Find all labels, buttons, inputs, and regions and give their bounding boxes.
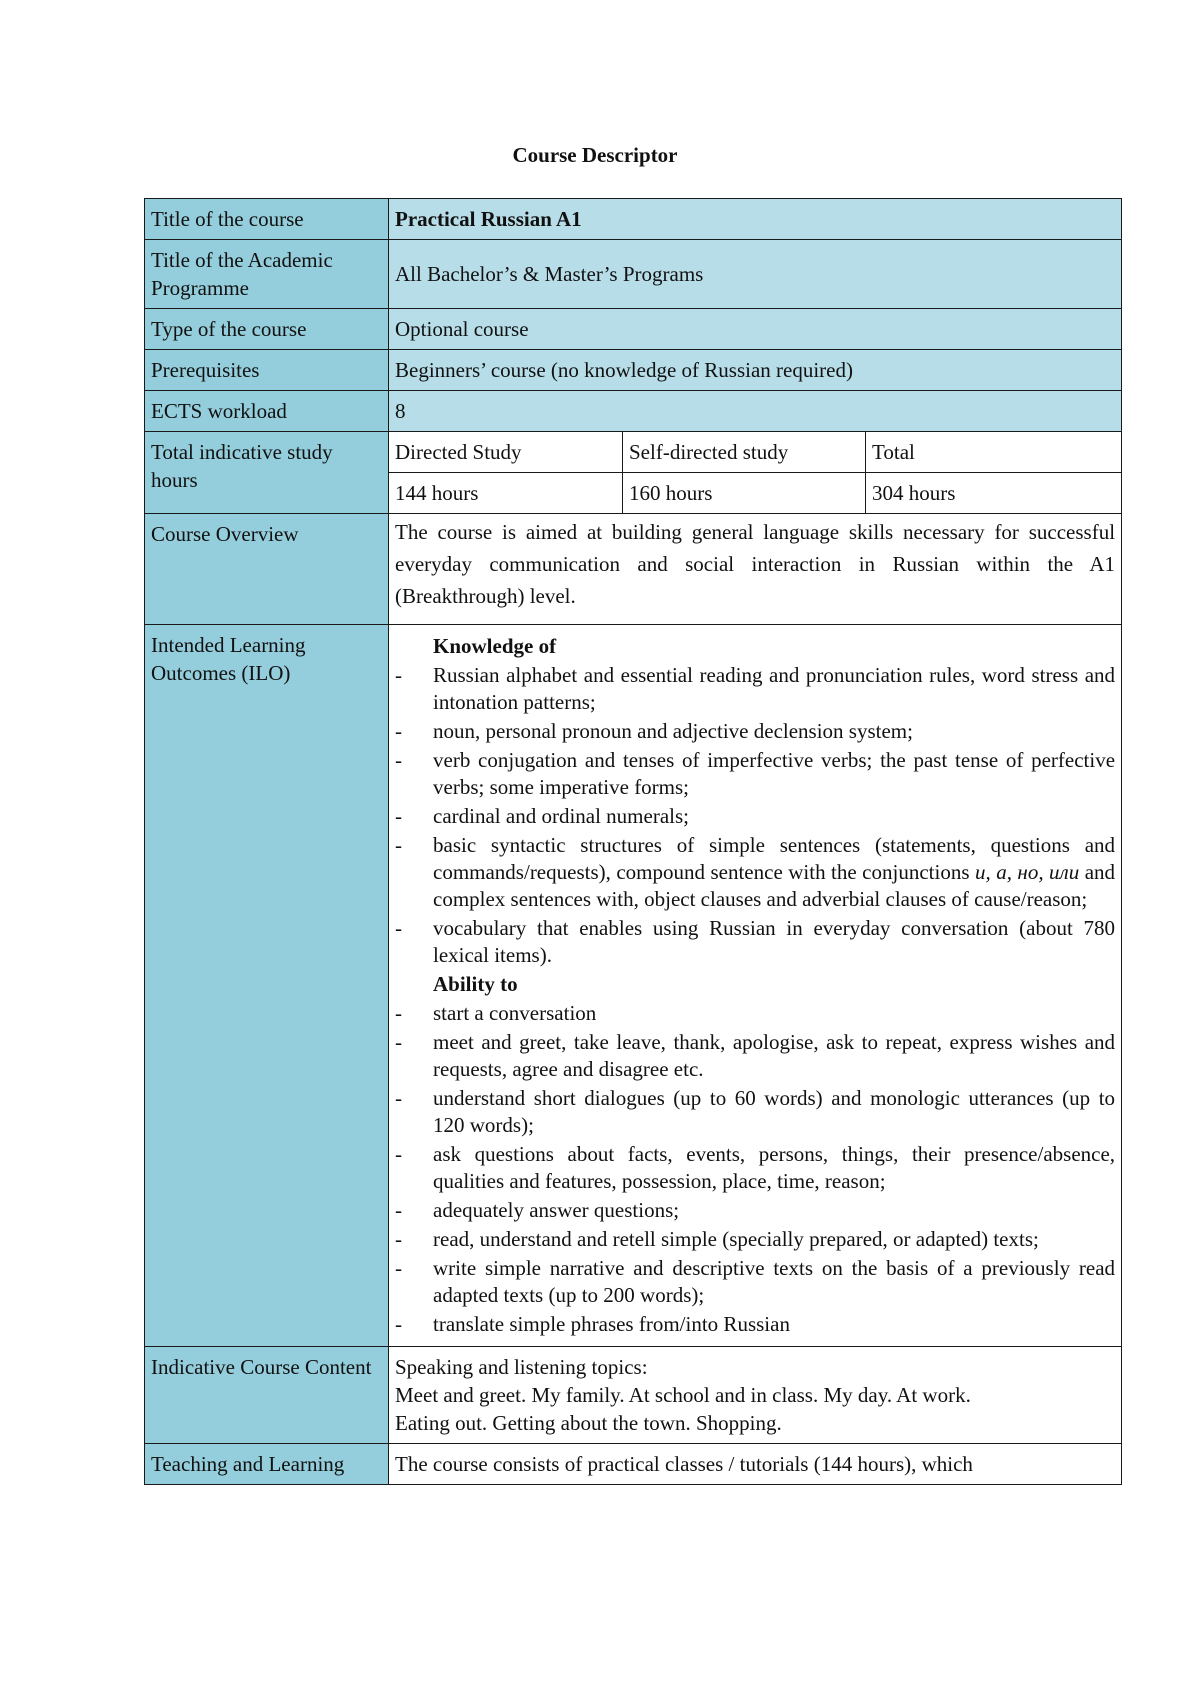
value-ilo xyxy=(389,625,1122,1347)
value-ects: 8 xyxy=(389,391,1122,432)
hours-header-directed: Directed Study xyxy=(389,432,623,473)
ilo-syntax-text-2: and complex sentences with, object clauses and adverbial clauses of cause/reason; xyxy=(433,860,1116,911)
hours-value-directed: 144 hours xyxy=(389,473,623,514)
course-descriptor-table xyxy=(144,198,1122,1485)
label-title: Title of the course xyxy=(145,199,389,240)
ilo-ability-item: - read, understand and retell simple (specially prepared, or adapted) texts; xyxy=(395,1226,1115,1253)
value-title: Practical Russian A1 xyxy=(389,199,1122,240)
row-type xyxy=(145,309,1122,350)
row-title xyxy=(145,199,1122,240)
value-type: Optional course xyxy=(389,309,1122,350)
row-programme xyxy=(145,240,1122,309)
row-ects xyxy=(145,391,1122,432)
row-ilo xyxy=(145,625,1122,1347)
document-title: Course Descriptor xyxy=(512,143,678,167)
row-prerequisites xyxy=(145,350,1122,391)
hours-header-total: Total xyxy=(866,432,1122,473)
ilo-ability-item: - ask questions about facts, events, persons, things, their presence/absence, qualities and features, possession, place, time, reason; xyxy=(395,1141,1115,1195)
ilo-syntax-text-1: basic syntactic structures of simple sentences (statements, questions and commands/requests), compound sentence with the conjunctions xyxy=(433,833,1116,884)
row-hours-header xyxy=(145,432,1122,473)
label-ilo: Intended Learning Outcomes (ILO) xyxy=(145,625,389,1347)
ilo-knowledge-item: - Russian alphabet and essential reading and pronunciation rules, word stress and intonation patterns; xyxy=(395,662,1115,716)
label-ects: ECTS workload xyxy=(145,391,389,432)
label-prerequisites: Prerequisites xyxy=(145,350,389,391)
ilo-ability-item: - start a conversation xyxy=(395,1000,1115,1027)
value-teaching: The course consists of practical classes / tutorials (144 hours), which xyxy=(389,1444,1122,1485)
ilo-ability-heading: Ability to xyxy=(433,972,518,996)
ilo-ability-item: - understand short dialogues (up to 60 words) and monologic utterances (up to 120 words); xyxy=(395,1085,1115,1139)
ilo-knowledge-item: - vocabulary that enables using Russian in everyday conversation (about 780 lexical items). xyxy=(395,915,1115,969)
hours-value-total: 304 hours xyxy=(866,473,1122,514)
hours-header-self: Self-directed study xyxy=(623,432,866,473)
content-line: Speaking and listening topics: xyxy=(395,1355,648,1379)
label-hours: Total indicative study hours xyxy=(145,432,389,514)
ilo-knowledge-item: - verb conjugation and tenses of imperfective verbs; the past tense of perfective verbs; some imperative forms; xyxy=(395,747,1115,801)
ilo-knowledge-item: - cardinal and ordinal numerals; xyxy=(395,803,1115,830)
ilo-knowledge-item-syntax xyxy=(395,832,1115,913)
hours-value-self: 160 hours xyxy=(623,473,866,514)
ilo-ability-item: - translate simple phrases from/into Russian xyxy=(395,1311,1115,1338)
label-type: Type of the course xyxy=(145,309,389,350)
content-line: Eating out. Getting about the town. Shopping. xyxy=(395,1411,782,1435)
ilo-syntax-conjunctions: и, а, но, или xyxy=(974,860,1080,884)
label-content: Indicative Course Content xyxy=(145,1347,389,1444)
label-teaching: Teaching and Learning xyxy=(145,1444,389,1485)
ilo-knowledge-heading: Knowledge of xyxy=(433,634,557,658)
label-overview: Course Overview xyxy=(145,514,389,625)
row-content xyxy=(145,1347,1122,1444)
ilo-knowledge-list xyxy=(395,662,1115,969)
value-overview: The course is aimed at building general language skills necessary for successful everyday communication and social interaction in Russian within the A1 (Breakthrough) level. xyxy=(389,514,1122,625)
row-teaching xyxy=(145,1444,1122,1485)
value-content xyxy=(389,1347,1122,1444)
ilo-ability-item: - adequately answer questions; xyxy=(395,1197,1115,1224)
row-overview xyxy=(145,514,1122,625)
content-line: Meet and greet. My family. At school and in class. My day. At work. xyxy=(395,1383,971,1407)
label-programme: Title of the Academic Programme xyxy=(145,240,389,309)
ilo-ability-item: - write simple narrative and descriptive texts on the basis of a previously read adapted texts (up to 200 words); xyxy=(395,1255,1115,1309)
ilo-ability-list xyxy=(395,1000,1115,1338)
value-programme: All Bachelor’s & Master’s Programs xyxy=(389,240,1122,309)
ilo-knowledge-item: - noun, personal pronoun and adjective declension system; xyxy=(395,718,1115,745)
value-prerequisites: Beginners’ course (no knowledge of Russian required) xyxy=(389,350,1122,391)
ilo-ability-item: - meet and greet, take leave, thank, apologise, ask to repeat, express wishes and requests, agree and disagree etc. xyxy=(395,1029,1115,1083)
